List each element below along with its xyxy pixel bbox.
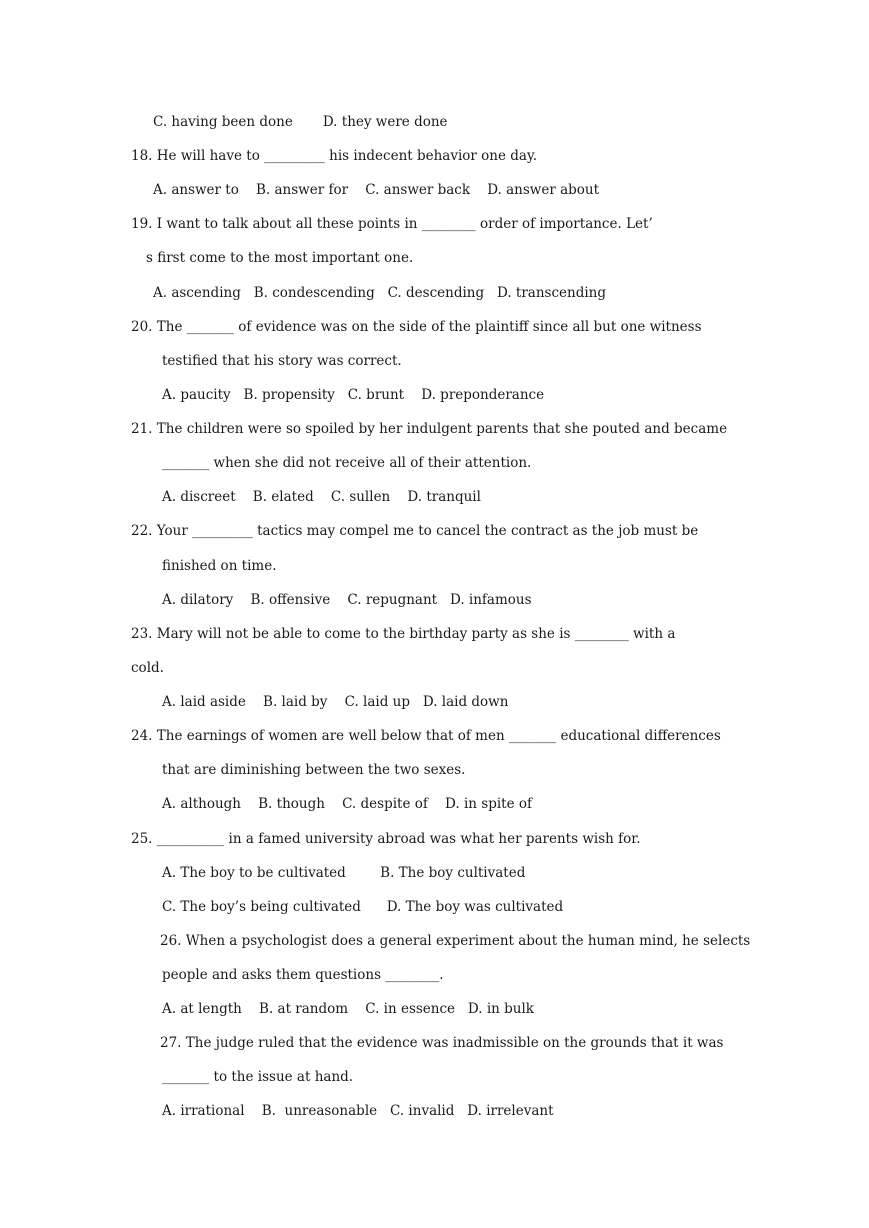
q20-options: A. paucity B. propensity C. brunt D. preponderance: [162, 387, 545, 403]
q20-stem-continued: testified that his story was correct.: [162, 353, 402, 369]
q18-options: A. answer to B. answer for C. answer back D. answer about: [153, 182, 600, 198]
q17-options-cd: C. having been done D. they were done: [153, 114, 448, 130]
q23-stem: 23. Mary will not be able to come to the birthday party as she is ________ with a: [131, 626, 676, 642]
q26-stem: 26. When a psychologist does a general experiment about the human mind, he selects: [160, 933, 751, 949]
q23-stem-continued: cold.: [131, 660, 164, 676]
q25-options-cd: C. The boy’s being cultivated D. The boy was cultivated: [162, 899, 564, 915]
q18-stem: 18. He will have to _________ his indecent behavior one day.: [131, 148, 538, 164]
q19-options: A. ascending B. condescending C. descending D. transcending: [153, 285, 607, 301]
q21-stem: 21. The children were so spoiled by her indulgent parents that she pouted and became: [131, 421, 728, 437]
q25-options-ab: A. The boy to be cultivated B. The boy cultivated: [162, 865, 526, 881]
q19-stem: 19. I want to talk about all these points in ________ order of importance. Let’: [131, 216, 653, 232]
q19-stem-continued: s first come to the most important one.: [146, 250, 414, 266]
q24-stem-continued: that are diminishing between the two sexes.: [162, 762, 466, 778]
q24-stem: 24. The earnings of women are well below that of men _______ educational differences: [131, 728, 721, 744]
q22-stem-continued: finished on time.: [162, 558, 277, 574]
q22-stem: 22. Your _________ tactics may compel me to cancel the contract as the job must be: [131, 523, 699, 539]
q27-stem: 27. The judge ruled that the evidence was inadmissible on the grounds that it was: [160, 1035, 724, 1051]
q26-options: A. at length B. at random C. in essence D. in bulk: [162, 1001, 534, 1017]
q27-stem-continued: _______ to the issue at hand.: [162, 1069, 354, 1085]
q23-options: A. laid aside B. laid by C. laid up D. laid down: [162, 694, 509, 710]
q22-options: A. dilatory B. offensive C. repugnant D. infamous: [162, 592, 532, 608]
q26-stem-continued: people and asks them questions ________.: [162, 967, 444, 983]
q27-options: A. irrational B. unreasonable C. invalid D. irrelevant: [162, 1103, 554, 1119]
q21-stem-continued: _______ when she did not receive all of their attention.: [162, 455, 532, 471]
q21-options: A. discreet B. elated C. sullen D. tranquil: [162, 489, 481, 505]
q20-stem: 20. The _______ of evidence was on the side of the plaintiff since all but one witness: [131, 319, 702, 335]
q25-stem: 25. __________ in a famed university abroad was what her parents wish for.: [131, 831, 641, 847]
q24-options: A. although B. though C. despite of D. in spite of: [162, 796, 532, 812]
